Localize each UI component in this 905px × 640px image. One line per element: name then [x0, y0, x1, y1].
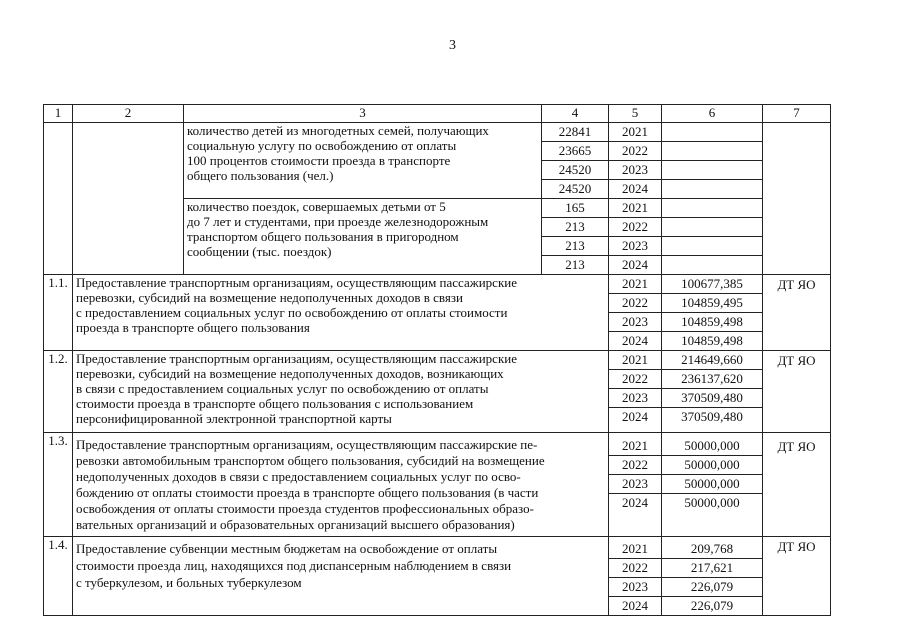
amount-value: 370509,480 — [662, 389, 762, 408]
amount-value: 50000,000 — [662, 475, 762, 494]
row-executor — [763, 275, 831, 351]
indicator-value: 23665 — [542, 142, 608, 161]
table-row — [44, 351, 831, 433]
text-line: сообщении (тыс. поездок) — [187, 244, 332, 259]
indicator-num-cell — [44, 123, 73, 275]
amount-value: 370509,480 — [681, 409, 743, 424]
indicator-years — [609, 199, 662, 275]
header-col-2: 2 — [73, 105, 184, 123]
row-description — [73, 351, 609, 433]
row-amounts — [662, 433, 763, 537]
row-number: 1.3. — [44, 433, 73, 537]
amount-value: 50000,000 — [662, 456, 762, 475]
year-value: 2024 — [622, 181, 648, 196]
year-value: 2021 — [609, 540, 661, 559]
executor-label: ДТ ЯО — [777, 353, 816, 368]
year-value: 2021 — [609, 437, 661, 456]
header-col-5: 5 — [609, 105, 662, 123]
header-col-3: 3 — [184, 105, 542, 123]
header-col-1: 1 — [44, 105, 73, 123]
year-value: 2021 — [609, 275, 661, 294]
row-executor — [763, 433, 831, 537]
table-row — [44, 275, 831, 351]
text-line: ревозки автомобильным транспортом общего пользования, субсидий на возмещение — [76, 453, 545, 468]
text-line: перевозки, субсидий на возмещение недополученных доходов, возникающих — [76, 366, 504, 381]
row-years — [609, 275, 662, 351]
text-line: бождению от оплаты стоимости проезда в транспорте общего пользования (в части — [76, 485, 539, 500]
year-value: 2023 — [609, 475, 661, 494]
text-line: Предоставление транспортным организациям, осуществляющим пассажирские пе- — [76, 437, 538, 452]
indicator-value: 24520 — [558, 181, 592, 196]
indicator-amount-empty — [662, 123, 763, 199]
row-amounts — [662, 351, 763, 433]
amount-value: 226,079 — [690, 598, 734, 613]
header-col-7: 7 — [763, 105, 831, 123]
year-value: 2024 — [622, 409, 648, 424]
row-amounts — [662, 275, 763, 351]
year-value: 2022 — [609, 294, 661, 313]
row-number: 1.2. — [44, 351, 73, 433]
year-value: 2022 — [609, 218, 661, 237]
executor-label: ДТ ЯО — [777, 439, 816, 454]
text-line: в связи с предоставлением социальных услуг по освобождению от оплаты — [76, 381, 489, 396]
program-table — [43, 104, 831, 616]
text-line: персонифицированной электронной транспортной карты — [76, 411, 392, 426]
row-years — [609, 537, 662, 616]
year-value: 2022 — [609, 559, 661, 578]
year-value: 2024 — [622, 495, 648, 510]
indicator-row — [44, 123, 831, 199]
indicator-value: 24520 — [542, 161, 608, 180]
header-col-6: 6 — [662, 105, 763, 123]
year-value: 2021 — [609, 123, 661, 142]
indicator-values — [542, 199, 609, 275]
row-years — [609, 351, 662, 433]
year-value: 2023 — [609, 313, 661, 332]
year-value: 2022 — [609, 456, 661, 475]
amount-value: 104859,498 — [662, 313, 762, 332]
text-line: транспортом общего пользования в пригородном — [187, 229, 459, 244]
amount-value: 209,768 — [662, 540, 762, 559]
text-line: до 7 лет и студентами, при проезде железнодорожным — [187, 214, 489, 229]
amount-value: 236137,620 — [662, 370, 762, 389]
row-description — [73, 433, 609, 537]
year-value: 2023 — [609, 237, 661, 256]
text-line: перевозки, субсидий на возмещение недополученных доходов в связи — [76, 290, 463, 305]
amount-value: 104859,495 — [662, 294, 762, 313]
year-value: 2024 — [622, 598, 648, 613]
amount-value: 217,621 — [662, 559, 762, 578]
row-executor — [763, 351, 831, 433]
indicator-value: 213 — [565, 257, 585, 272]
amount-value: 214649,660 — [662, 351, 762, 370]
year-value: 2023 — [609, 161, 661, 180]
text-line: с предоставлением социальных услуг по освобождению от оплаты стоимости — [76, 305, 508, 320]
year-value: 2023 — [609, 578, 661, 597]
indicator-value: 213 — [542, 218, 608, 237]
indicator-years — [609, 123, 662, 199]
text-line: стоимости проезда лиц, находящихся под диспансерным наблюдением в связи — [76, 558, 512, 573]
indicator-values — [542, 123, 609, 199]
indicator-executor-empty — [763, 123, 831, 275]
row-description — [73, 537, 609, 616]
text-line: стоимости проезда в транспорте общего пользования с использованием — [76, 396, 474, 411]
text-line: освобождения от оплаты стоимости проезда студентов профессиональных образо- — [76, 501, 534, 516]
amount-value: 104859,498 — [681, 333, 743, 348]
table-row — [44, 537, 831, 616]
text-line: 100 процентов стоимости проезда в транспорте — [187, 153, 451, 168]
amount-value: 50000,000 — [684, 495, 740, 510]
table-row — [44, 433, 831, 537]
year-value: 2024 — [622, 333, 648, 348]
row-number: 1.1. — [44, 275, 73, 351]
year-value: 2022 — [609, 142, 661, 161]
amount-value: 100677,385 — [662, 275, 762, 294]
row-years — [609, 433, 662, 537]
indicator-value: 22841 — [542, 123, 608, 142]
text-line: социальную услугу по освобождению от оплаты — [187, 138, 457, 153]
amount-value: 50000,000 — [662, 437, 762, 456]
text-line: общего пользования (чел.) — [187, 168, 334, 183]
header-row — [44, 105, 831, 123]
year-value: 2023 — [609, 389, 661, 408]
indicator-value: 165 — [542, 199, 608, 218]
row-amounts — [662, 537, 763, 616]
indicator-amount-empty — [662, 199, 763, 275]
year-value: 2022 — [609, 370, 661, 389]
text-line: Предоставление транспортным организациям, осуществляющим пассажирские — [76, 275, 517, 290]
text-line: вательных организаций и образовательных организаций высшего образования) — [76, 517, 515, 532]
year-value: 2021 — [609, 199, 661, 218]
text-line: количество детей из многодетных семей, получающих — [187, 123, 489, 138]
indicator-text — [184, 123, 542, 199]
indicator-text — [184, 199, 542, 275]
indicator-name-cell — [73, 123, 184, 275]
text-line: Предоставление транспортным организациям, осуществляющим пассажирские — [76, 351, 517, 366]
indicator-value: 213 — [542, 237, 608, 256]
executor-label: ДТ ЯО — [777, 539, 816, 554]
text-line: недополученных доходов в связи с предоставлением социальных услуг по осво- — [76, 469, 521, 484]
year-value: 2024 — [622, 257, 648, 272]
amount-value: 226,079 — [662, 578, 762, 597]
header-col-4: 4 — [542, 105, 609, 123]
executor-label: ДТ ЯО — [777, 277, 816, 292]
text-line: с туберкулезом, и больных туберкулезом — [76, 575, 302, 590]
text-line: Предоставление субвенции местным бюджетам на освобождение от оплаты — [76, 541, 498, 556]
year-value: 2021 — [609, 351, 661, 370]
row-description — [73, 275, 609, 351]
row-number: 1.4. — [44, 537, 73, 616]
text-line: количество поездок, совершаемых детьми от 5 — [187, 199, 446, 214]
text-line: проезда в транспорте общего пользования — [76, 320, 310, 335]
page-number: 3 — [449, 38, 456, 53]
row-executor — [763, 537, 831, 616]
